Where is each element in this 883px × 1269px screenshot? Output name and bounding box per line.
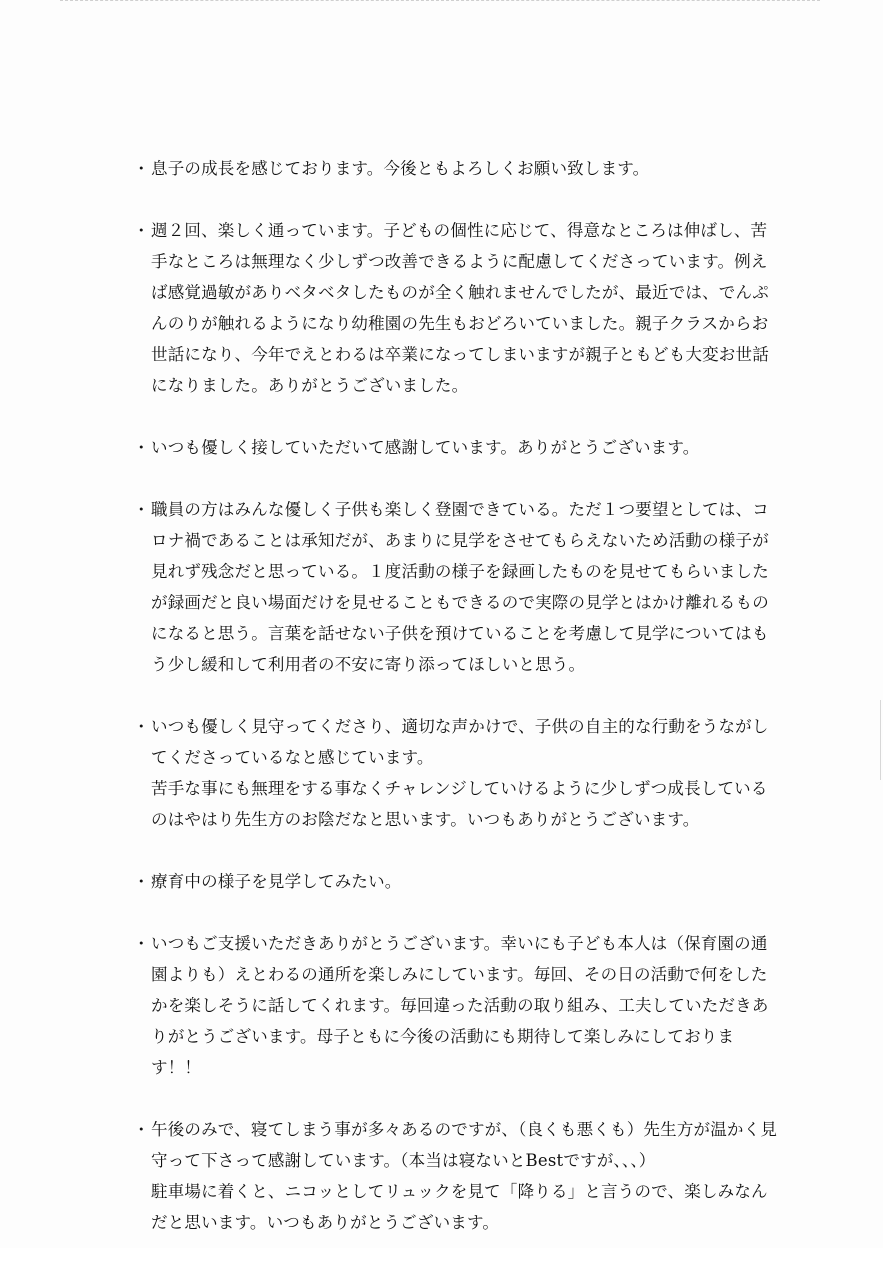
comment-list <box>142 153 782 1269</box>
comment-item: ・ いつも優しく接していただいて感謝しています。ありがとうございます。 <box>142 432 782 463</box>
scan-edge-mark <box>880 700 881 780</box>
comment-item: ・ 午後のみで、寝てしまう事が多々あるのですが、（良くも悪くも）先生方が温かく見守って下さって感謝しています。（本当は寝ないとBestですが、、、） 駐車場に着くと、ニコッとしてリュックを見て「降りる」と言うので、楽しみなんだと思います。いつもありがとうございます。 <box>142 1114 782 1238</box>
comment-item: ・ 週２回、楽しく通っています。子どもの個性に応じて、得意なところは伸ばし、苦手なところは無理なく少しずつ改善できるように配慮してくださっています。例えば感覚過敏がありベタベタしたものが全く触れませんでしたが、最近では、でんぷんのりが触れるようになり幼稚園の先生もおどろいていました。親子クラスからお世話になり、今年でえとわるは卒業になってしまいますが親子ともども大変お世話になりました。ありがとうございました。 <box>142 215 782 401</box>
comment-item: ・ いつもご支援いただきありがとうございます。幸いにも子ども本人は（保育園の通園よりも）えとわるの通所を楽しみにしています。毎回、その日の活動で何をしたかを楽しそうに話してくれます。毎回違った活動の取り組み、工夫していただきありがとうございます。母子ともに今後の活動にも期待して楽しみにしております！！ <box>142 928 782 1083</box>
comment-item: ・ 職員の方はみんな優しく子供も楽しく登園できている。ただ１つ要望としては、コロナ禍であることは承知だが、あまりに見学をさせてもらえないため活動の様子が見れず残念だと思っている。１度活動の様子を録画したものを見せてもらいましたが録画だと良い場面だけを見せることもできるので実際の見学とはかけ離れるものになると思う。言葉を話せない子供を預けていることを考慮して見学についてはもう少し緩和して利用者の不安に寄り添ってほしいと思う。 <box>142 494 782 680</box>
scan-edge-mark <box>60 0 820 3</box>
comment-item: ・ いつも優しく見守ってくださり、適切な声かけで、子供の自主的な行動をうながしてくださっているなと感じています。 苦手な事にも無理をする事なくチャレンジしていけるように少しずつ成長しているのはやはり先生方のお陰だなと思います。いつもありがとうございます。 <box>142 711 782 835</box>
comment-item: ・ 息子の成長を感じております。今後ともよろしくお願い致します。 <box>142 153 782 184</box>
comment-item: ・ 療育中の様子を見学してみたい。 <box>142 866 782 897</box>
